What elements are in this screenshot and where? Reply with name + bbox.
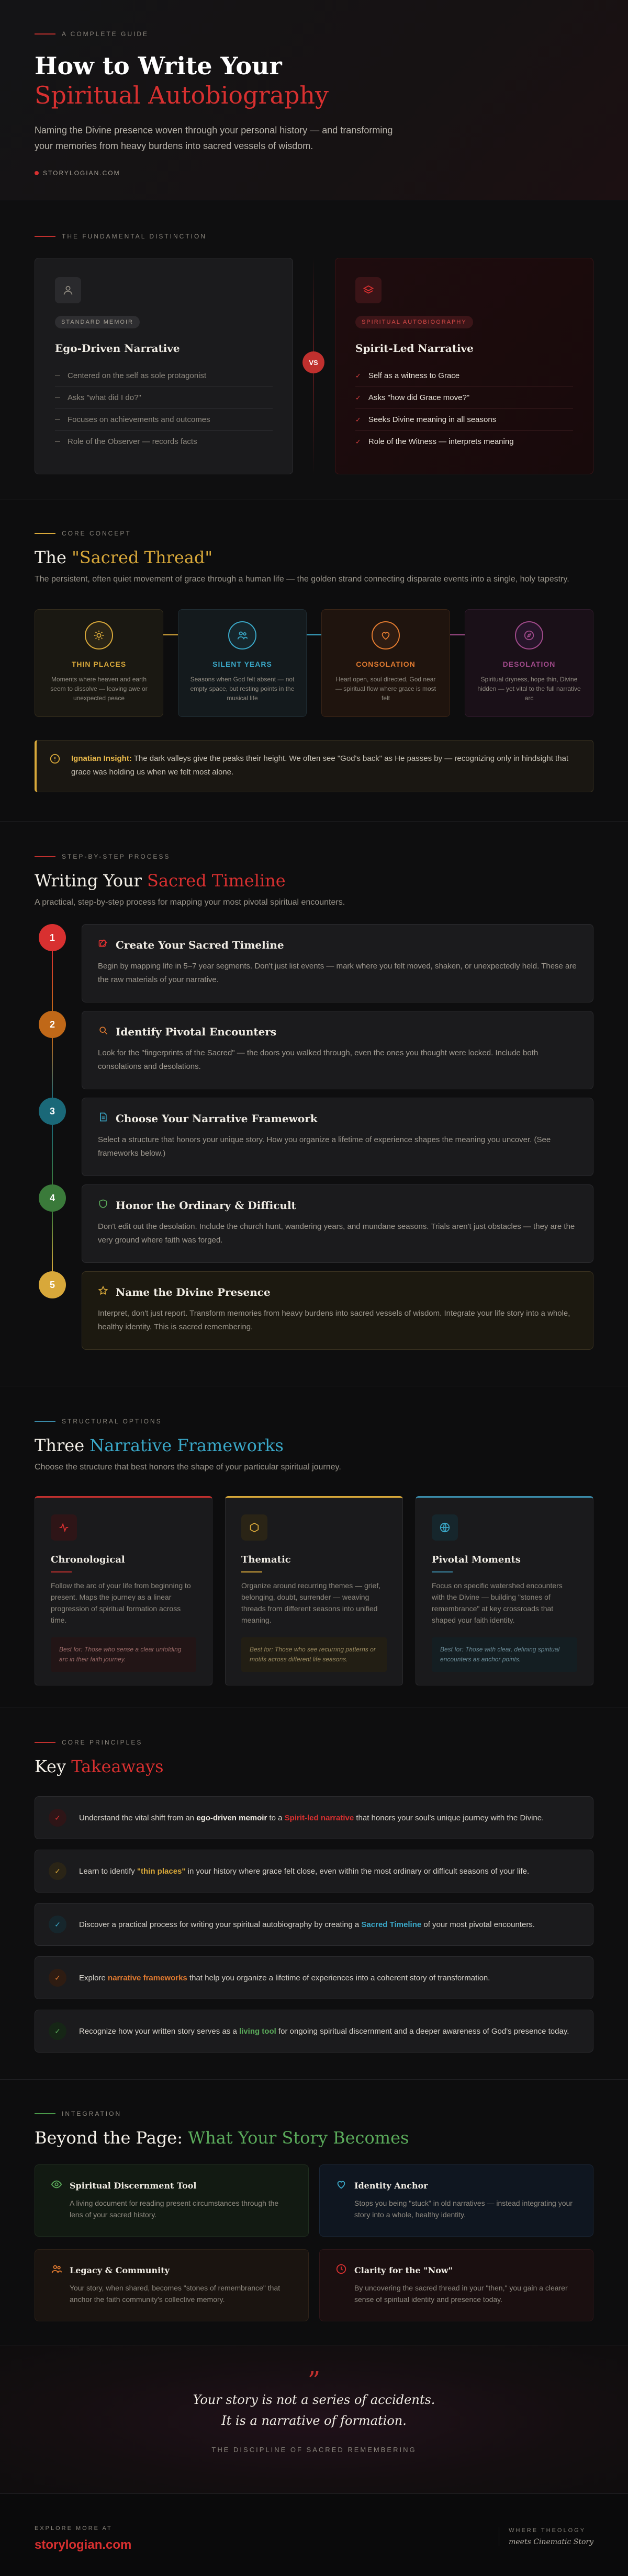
threads-row: [35, 609, 593, 717]
integration-card-clarity: Clarity for the "Now" By uncovering the sacred thread in your "then," you gain a clearer sense of spiritual identity and presence today.: [319, 2249, 593, 2321]
step-number-4: 4: [39, 1184, 66, 1212]
integration-card-legacy: Legacy & Community Your story, when shared, becomes "stones of remembrance" that anchor the faith community's collective memory.: [35, 2249, 309, 2321]
info-icon: [49, 753, 61, 769]
takeaway-row-1: ✓ Understand the vital shift from an ego-driven memoir to a Spirit-led narrative that honors your soul's unique journey with the Divine.: [35, 1796, 593, 1839]
heart-icon: [335, 2179, 347, 2192]
quote-line-1: Your story is not a series of accidents.: [193, 2392, 435, 2407]
hero-eyebrow: A COMPLETE GUIDE: [35, 30, 593, 38]
red-dot-icon: [35, 171, 39, 175]
ego-pill: STANDARD MEMOIR: [55, 316, 140, 328]
step-card-2: Identify Pivotal Encounters Look for the "fingerprints of the Sacred" — the doors you walked through, even the ones you thought were locked. Include both consolations and desolations.: [82, 1011, 593, 1089]
integration-card-discernment: Spiritual Discernment Tool A living document for reading present circumstances through the lens of your sacred history.: [35, 2164, 309, 2237]
heart-icon: [372, 621, 400, 649]
hero-section: [0, 0, 628, 200]
process-title: Writing Your Sacred Timeline: [35, 871, 286, 891]
footer-url-link[interactable]: storylogian.com: [35, 2538, 132, 2552]
check-icon: ✓: [49, 1969, 66, 1987]
shield-icon: [98, 1199, 108, 1212]
hexagon-icon: [241, 1514, 267, 1541]
globe-icon: [432, 1514, 458, 1541]
spirit-list: [355, 365, 573, 452]
framework-card-chronological: Chronological Follow the arc of your life from beginning to present. Maps the journey as a linear progression of spiritual formation across time. Best for: Those who sense a clear unfolding arc in their faith journey.: [35, 1496, 212, 1685]
process-section: [0, 821, 628, 1386]
people-icon: [228, 621, 256, 649]
quote-section: [0, 2345, 628, 2493]
page-title: How to Write Your Spiritual Autobiography: [35, 52, 329, 109]
thread-thin-places: THIN PLACES Moments where heaven and earth seem to dissolve — leaving awe or unexpected peace: [35, 609, 163, 717]
process-eyebrow: STEP-BY-STEP PROCESS: [35, 853, 593, 860]
hero-lede: Naming the Divine presence woven through your personal history — and transforming your memories from heavy burdens into sacred vessels of wisdom.: [35, 125, 393, 151]
spirit-pill: SPIRITUAL AUTOBIOGRAPHY: [355, 316, 473, 328]
list-item: Role of the Observer — records facts: [55, 431, 273, 452]
frameworks-sub: Choose the structure that best honors the shape of your particular spiritual journey.: [35, 1463, 341, 1472]
quote-line-2: It is a narrative of formation.: [221, 2413, 407, 2428]
pulse-icon: [51, 1514, 77, 1541]
list-item: ✓ Seeks Divine meaning in all seasons: [355, 409, 573, 431]
vs-badge: VS: [302, 351, 324, 373]
step-card-3: Choose Your Narrative Framework Select a structure that honors your unique story. How you organize a lifetime of experience shapes the meaning you uncover. (See frameworks below.): [82, 1098, 593, 1176]
distinction-section: [0, 200, 628, 499]
layers-icon: [355, 277, 382, 303]
thread-consolation: CONSOLATION Heart open, soul directed, God near — spiritual flow where grace is most felt: [321, 609, 450, 717]
compass-icon: [515, 621, 543, 649]
integration-eyebrow: INTEGRATION: [35, 2110, 593, 2117]
footer: [0, 2493, 628, 2576]
list-item: Asks "what did I do?": [55, 387, 273, 409]
quote-mark-icon: ”: [307, 2366, 321, 2396]
step-number-3: 3: [39, 1098, 66, 1125]
check-icon: ✓: [355, 371, 361, 380]
pen-icon: [98, 938, 108, 951]
sun-icon: [85, 621, 113, 649]
concept-title: The "Sacred Thread": [35, 548, 213, 567]
check-icon: ✓: [49, 1862, 66, 1880]
list-item: ✓ Role of the Witness — interprets meaning: [355, 437, 514, 446]
list-item: ✓ Asks "how did Grace move?": [355, 387, 573, 409]
hero-site-link[interactable]: STORYLOGIAN.COM: [35, 169, 593, 177]
process-sub: A practical, step-by-step process for mapping your most pivotal spiritual encounters.: [35, 898, 345, 907]
list-item: Centered on the self as sole protagonist: [55, 365, 273, 387]
framework-card-thematic: Thematic Organize around recurring themes — grief, belonging, doubt, surrender — weaving threads from different seasons into unified meaning. Best for: Those who see recurring patterns or motifs across different life seasons.: [225, 1496, 403, 1685]
takeaway-row-5: ✓ Recognize how your written story serves as a living tool for ongoing spiritual discernment and a deeper awareness of God's presence today.: [35, 2010, 593, 2053]
document-icon: [98, 1112, 108, 1125]
step-number-1: 1: [39, 924, 66, 951]
check-icon: ✓: [355, 437, 361, 446]
takeaway-row-2: ✓ Learn to identify "thin places" in your history where grace felt close, even within the most ordinary or difficult seasons of your life.: [35, 1850, 593, 1893]
eye-icon: [51, 2179, 62, 2192]
thread-desolation: DESOLATION Spiritual dryness, hope thin, Divine hidden — yet vital to the full narrative arc: [465, 609, 593, 717]
frameworks-eyebrow: STRUCTURAL OPTIONS: [35, 1418, 593, 1425]
clock-icon: [335, 2263, 347, 2277]
check-icon: ✓: [49, 1916, 66, 1933]
spirit-card: [335, 258, 593, 474]
ego-card: [35, 258, 293, 474]
footer-meets: meets Cinematic Story: [509, 2538, 593, 2546]
check-icon: ✓: [355, 393, 361, 402]
concept-section: [0, 499, 628, 821]
framework-card-pivotal: Pivotal Moments Focus on specific watershed encounters with the Divine — building "stones of remembrance" at key crossroads that shaped your faith identity. Best for: Those with clear, defining spiritual encounters as anchor points.: [416, 1496, 593, 1685]
takeaway-row-4: ✓ Explore narrative frameworks that help you organize a lifetime of experiences into a coherent story of transformation.: [35, 1956, 593, 1999]
ignatian-insight: Ignatian Insight: The dark valleys give the peaks their height. We often see "God's back" as He passes by — recognizing only in hindsight that grace was holding us when we felt most alone.: [35, 740, 593, 792]
integration-section: [0, 2079, 628, 2345]
spirit-title: Spirit-Led Narrative: [355, 342, 474, 355]
ego-title: Ego-Driven Narrative: [55, 342, 180, 355]
people-icon: [51, 2263, 62, 2277]
step-number-5: 5: [39, 1271, 66, 1298]
check-icon: ✓: [49, 2022, 66, 2040]
quote-signature: THE DISCIPLINE OF SACRED REMEMBERING: [211, 2446, 417, 2454]
frameworks-title: Three Narrative Frameworks: [35, 1435, 284, 1455]
step-card-5: Name the Divine Presence Interpret, don't just report. Transform memories from heavy burdens into sacred vessels of wisdom. Integrate your life story into a whole, healthy identity. This is sacred remembering.: [82, 1271, 593, 1350]
list-item: Focuses on achievements and outcomes: [55, 409, 273, 431]
person-icon: [55, 277, 81, 303]
step-number-2: 2: [39, 1011, 66, 1038]
footer-where: WHERE THEOLOGY: [509, 2527, 586, 2534]
step-card-1: Create Your Sacred Timeline Begin by mapping life in 5–7 year segments. Don't just list events — mark where you felt moved, shaken, or unexpectedly held. These are the raw materials of your narrative.: [82, 924, 593, 1002]
concept-eyebrow: CORE CONCEPT: [35, 530, 593, 537]
takeaways-title: Key Takeaways: [35, 1757, 164, 1776]
check-icon: ✓: [355, 415, 361, 424]
takeaways-section: [0, 1707, 628, 2079]
integration-card-identity: Identity Anchor Stops you being "stuck" in old narratives — instead integrating your story into a whole, healthy identity.: [319, 2164, 593, 2237]
step-card-4: Honor the Ordinary & Difficult Don't edit out the desolation. Include the church hunt, wandering years, and mundane seasons. Trials aren't just obstacles — they are the very ground where faith was forged.: [82, 1184, 593, 1263]
thread-silent-years: SILENT YEARS Seasons when God felt absent — not empty space, but resting points in the musical life: [178, 609, 307, 717]
star-icon: [98, 1285, 108, 1298]
distinction-eyebrow: THE FUNDAMENTAL DISTINCTION: [35, 233, 593, 240]
check-icon: ✓: [49, 1809, 66, 1827]
takeaway-row-3: ✓ Discover a practical process for writing your spiritual autobiography by creating a Sacred Timeline of your most pivotal encounters.: [35, 1903, 593, 1946]
takeaways-eyebrow: CORE PRINCIPLES: [35, 1739, 593, 1746]
footer-explore: EXPLORE MORE AT: [35, 2525, 113, 2532]
search-icon: [98, 1025, 108, 1038]
ego-list: [55, 365, 273, 452]
integration-title: Beyond the Page: What Your Story Becomes: [35, 2128, 409, 2148]
frameworks-section: [0, 1386, 628, 1707]
concept-sub: The persistent, often quiet movement of grace through a human life — the golden strand connecting disparate events into a single, holy tapestry.: [35, 575, 569, 584]
list-item: ✓ Self as a witness to Grace: [355, 365, 573, 387]
